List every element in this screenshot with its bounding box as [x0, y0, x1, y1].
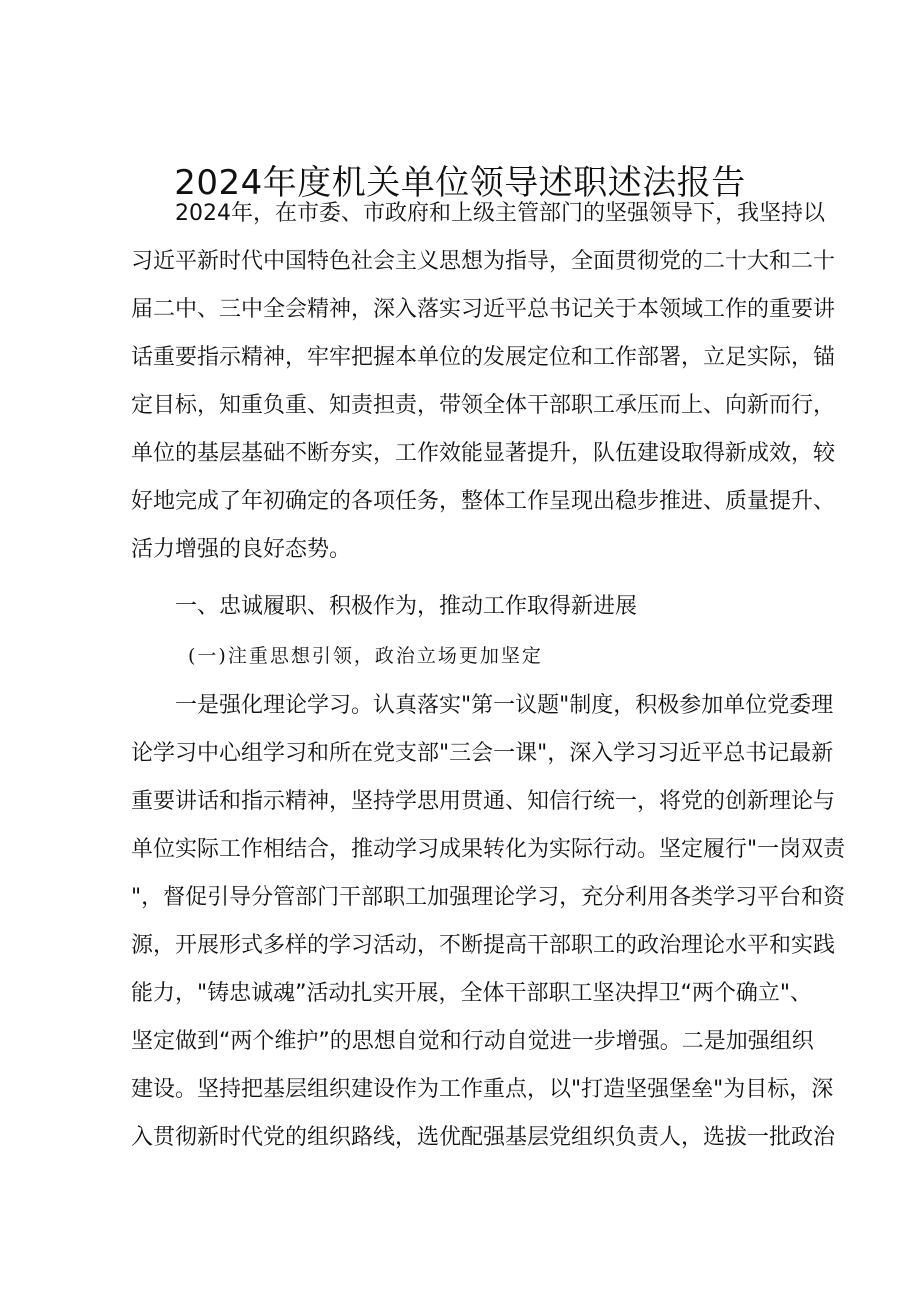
intro-paragraph	[131, 190, 836, 574]
text-line: 话重要指示精神，牢牢把握本单位的发展定位和工作部署，立足实际，锚	[131, 345, 836, 370]
section-heading: 一、忠诚履职、积极作为，推动工作取得新进展	[175, 594, 638, 619]
text-line: 重要讲话和指示精神，坚持学思用贯通、知信行统一，将党的创新理论与	[131, 789, 836, 814]
text-line: 活力增强的良好态势。	[131, 537, 352, 562]
text-line: 单位的基层基础不断夯实，工作效能显著提升，队伍建设取得新成效，较	[131, 441, 836, 466]
subsection-heading: (一)注重思想引领，政治立场更加坚定	[188, 645, 543, 667]
text-line: 源，开展形式多样的学习活动，不断提高干部职工的政治理论水平和实践	[131, 933, 836, 958]
text-line: 届二中、三中全会精神，深入落实习近平总书记关于本领域工作的重要讲	[131, 297, 836, 322]
text-line: 建设。坚持把基层组织建设作为工作重点，以"打造坚强堡垒"为目标，深	[131, 1077, 834, 1102]
body-paragraph	[131, 682, 846, 1162]
text-line: 坚定做到“两个维护”的思想自觉和行动自觉进一步增强。二是加强组织	[131, 1029, 814, 1054]
text-line: "，督促引导分管部门干部职工加强理论学习，充分利用各类学习平台和资	[131, 885, 846, 910]
document-title: 2024年度机关单位领导述职述法报告	[174, 162, 746, 203]
text-line: 单位实际工作相结合，推动学习成果转化为实际行动。坚定履行"一岗双责	[131, 837, 846, 862]
text-line: 论学习中心组学习和所在党支部"三会一课"，深入学习习近平总书记最新	[131, 741, 834, 766]
text-line: 定目标，知重负重、知责担责，带领全体干部职工承压而上、向新而行，	[131, 393, 836, 418]
text-line: 能力，"铸忠诚魂”活动扎实开展，全体干部职工坚决捍卫“两个确立"、	[131, 981, 813, 1006]
text-line: 入贯彻新时代党的组织路线，选优配强基层党组织负责人，选拔一批政治	[131, 1125, 836, 1150]
text-line: 一是强化理论学习。认真落实"第一议题"制度，积极参加单位党委理	[175, 693, 834, 718]
text-line: 2024年，在市委、市政府和上级主管部门的坚强领导下，我坚持以	[175, 201, 825, 226]
text-line: 习近平新时代中国特色社会主义思想为指导，全面贯彻党的二十大和二十	[131, 249, 836, 274]
text-line: 好地完成了年初确定的各项任务，整体工作呈现出稳步推进、质量提升、	[131, 489, 836, 514]
